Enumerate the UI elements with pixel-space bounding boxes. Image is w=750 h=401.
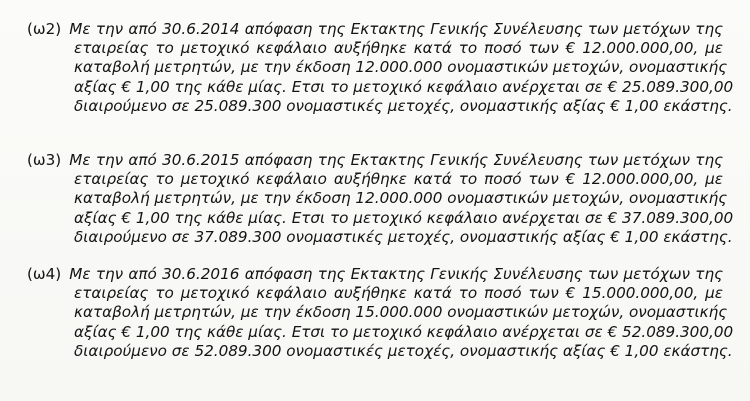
clause-line: καταβολή μετρητών, με την έκδοση 12.000.000 ονομαστικών μετοχών, ονομαστικής — [74, 189, 728, 208]
clause-omega-2 — [27, 20, 734, 116]
clause-line: καταβολή μετρητών, με την έκδοση 15.000.000 ονομαστικών μετοχών, ονομαστικής — [74, 303, 728, 322]
clause-label: (ω4) — [27, 265, 62, 283]
clause-omega-4 — [27, 265, 734, 361]
clause-line — [27, 265, 723, 284]
clause-line: αξίας € 1,00 της κάθε μίας. Ετσι το μετοχικό κεφάλαιο ανέρχεται σε € 25.089.300,00 — [74, 77, 734, 96]
clause-text: Με την από 30.6.2016 απόφαση της Εκτακτης Γενικής Συνέλευσης των μετόχων της — [69, 265, 723, 283]
clause-omega-3 — [27, 151, 734, 247]
clause-line: διαιρούμενο σε 52.089.300 ονομαστικές μετοχές, ονομαστικής αξίας € 1,00 εκάστης. — [74, 341, 733, 360]
clause-line: εταιρείας το μετοχικό κεφάλαιο αυξήθηκε κατά το ποσό των € 12.000.000,00, με — [74, 39, 723, 58]
clause-line: καταβολή μετρητών, με την έκδοση 12.000.000 ονομαστικών μετοχών, ονομαστικής — [74, 58, 728, 77]
clause-label: (ω3) — [27, 151, 62, 169]
clause-text: Με την από 30.6.2015 απόφαση της Εκτακτης Γενικής Συνέλευσης των μετόχων της — [69, 151, 723, 169]
clause-label: (ω2) — [27, 20, 62, 38]
clause-line: διαιρούμενο σε 25.089.300 ονομαστικές μετοχές, ονομαστικής αξίας € 1,00 εκάστης. — [74, 96, 733, 115]
clause-line: αξίας € 1,00 της κάθε μίας. Ετσι το μετοχικό κεφάλαιο ανέρχεται σε € 52.089.300,00 — [74, 322, 734, 341]
clause-line: εταιρείας το μετοχικό κεφάλαιο αυξήθηκε κατά το ποσό των € 15.000.000,00, με — [74, 284, 723, 303]
clause-line — [27, 151, 723, 170]
clause-line — [27, 20, 723, 39]
clause-text: Με την από 30.6.2014 απόφαση της Εκτακτης Γενικής Συνέλευσης των μετόχων της — [69, 20, 723, 38]
clause-line: διαιρούμενο σε 37.089.300 ονομαστικές μετοχές, ονομαστικής αξίας € 1,00 εκάστης. — [74, 227, 733, 246]
clause-line: εταιρείας το μετοχικό κεφάλαιο αυξήθηκε κατά το ποσό των € 12.000.000,00, με — [74, 170, 723, 189]
clause-line: αξίας € 1,00 της κάθε μίας. Ετσι το μετοχικό κεφάλαιο ανέρχεται σε € 37.089.300,00 — [74, 208, 734, 227]
